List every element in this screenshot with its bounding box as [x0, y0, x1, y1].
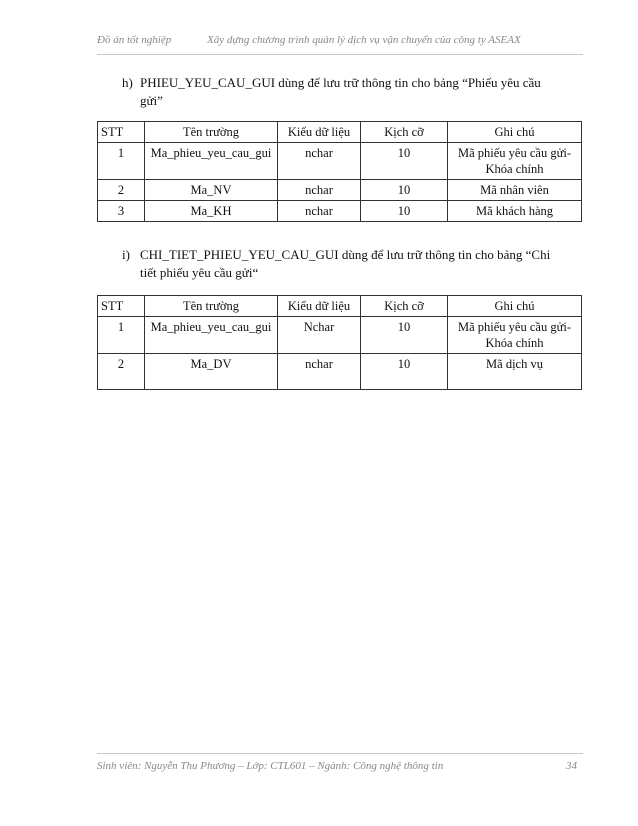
- column-header: Kịch cỡ: [361, 122, 448, 143]
- cell-data-type: nchar: [278, 201, 361, 222]
- section-i-line2: tiết phiếu yêu cầu gửi“: [140, 265, 259, 280]
- table-row: [98, 354, 582, 390]
- table-row: [98, 143, 582, 180]
- cell-field-name: Ma_phieu_yeu_cau_gui: [145, 317, 278, 354]
- column-header: STT: [98, 296, 145, 317]
- cell-field-name: Ma_KH: [145, 201, 278, 222]
- cell-data-type: nchar: [278, 180, 361, 201]
- column-header: Ghi chú: [448, 122, 582, 143]
- page-number: 34: [566, 760, 577, 772]
- cell-note: Mã nhân viên: [448, 180, 582, 201]
- column-header: Tên trường: [145, 122, 278, 143]
- header-divider: [97, 54, 583, 55]
- cell-stt: 3: [98, 201, 145, 222]
- section-h-marker: h): [122, 75, 133, 90]
- table-row: [98, 201, 582, 222]
- section-h-line2: gửi”: [140, 93, 163, 108]
- footer-divider: [97, 753, 583, 754]
- cell-size: 10: [361, 143, 448, 180]
- section-h-heading: [122, 74, 582, 110]
- header-document-type: Đồ án tốt nghiệp: [97, 34, 172, 46]
- cell-size: 10: [361, 201, 448, 222]
- cell-stt: 2: [98, 354, 145, 390]
- table-row: [98, 180, 582, 201]
- cell-size: 10: [361, 354, 448, 390]
- cell-stt: 2: [98, 180, 145, 201]
- column-header: Kiểu dữ liệu: [278, 296, 361, 317]
- column-header: STT: [98, 122, 145, 143]
- cell-field-name: Ma_phieu_yeu_cau_gui: [145, 143, 278, 180]
- cell-note: Mã khách hàng: [448, 201, 582, 222]
- footer-student-info: Sinh viên: Nguyễn Thu Phương – Lớp: CTL601 – Ngành: Công nghệ thông tin: [97, 760, 444, 772]
- table-phieu-yeu-cau-gui: [97, 121, 582, 222]
- cell-field-name: Ma_DV: [145, 354, 278, 390]
- cell-data-type: Nchar: [278, 317, 361, 354]
- section-i-line1: CHI_TIET_PHIEU_YEU_CAU_GUI dùng để lưu trữ thông tin cho bảng “Chi: [140, 247, 551, 262]
- column-header: Tên trường: [145, 296, 278, 317]
- cell-data-type: nchar: [278, 354, 361, 390]
- cell-size: 10: [361, 317, 448, 354]
- section-h-line1: PHIEU_YEU_CAU_GUI dùng để lưu trữ thông tin cho bảng “Phiếu yêu cầu: [140, 75, 541, 90]
- table-chi-tiet-phieu-yeu-cau-gui: [97, 295, 582, 390]
- header-project-title: Xây dựng chương trình quản lý dịch vụ vận chuyển của công ty ASEAX: [207, 34, 521, 46]
- cell-note: Mã phiếu yêu cầu gửi-Khóa chính: [448, 143, 582, 180]
- cell-size: 10: [361, 180, 448, 201]
- section-i-marker: i): [122, 247, 130, 262]
- section-i-heading: [122, 246, 582, 282]
- cell-stt: 1: [98, 143, 145, 180]
- cell-field-name: Ma_NV: [145, 180, 278, 201]
- table-header-row: [98, 296, 582, 317]
- cell-data-type: nchar: [278, 143, 361, 180]
- cell-stt: 1: [98, 317, 145, 354]
- table-header-row: [98, 122, 582, 143]
- cell-note: Mã dịch vụ: [448, 354, 582, 390]
- cell-note: Mã phiếu yêu cầu gửi-Khóa chính: [448, 317, 582, 354]
- column-header: Kịch cỡ: [361, 296, 448, 317]
- column-header: Ghi chú: [448, 296, 582, 317]
- column-header: Kiểu dữ liệu: [278, 122, 361, 143]
- table-row: [98, 317, 582, 354]
